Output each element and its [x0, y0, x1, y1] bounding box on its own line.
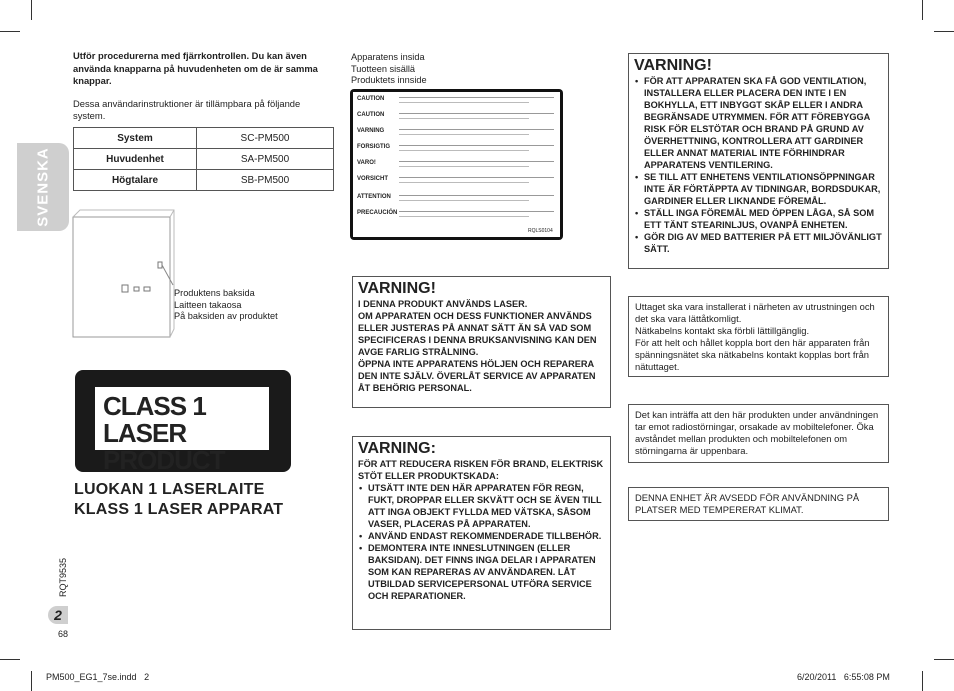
radio-info-box: Det kan inträffa att den här produkten under användningen tar emot radiostörningar, orsakade av mobiltelefoner. Öka avståndet mellan produkten och mobiltelefonen om störningarna är uppenbara. [628, 404, 889, 463]
document-code: RQT9535 [58, 557, 68, 597]
warning-list [634, 75, 883, 255]
warning-title: VARNING! [634, 57, 712, 74]
list-item: • UTSÄTT INTE DEN HÄR APPARATEN FÖR REGN, FUKT, DROPPAR ELLER SKVÄTT OCH SE ÄVEN TILL ATT INGA OBJEKT FYLLDA MED VÄTSKA, SÅSOM VASER, PLACERAS PÅ APPARATEN. [358, 482, 605, 530]
language-tab-label: SVENSKA [34, 147, 52, 227]
class1-label-inner [93, 385, 271, 475]
model-key: System [74, 128, 197, 149]
warning-title: VARNING: [358, 440, 436, 457]
page-sub-number: 68 [58, 629, 69, 639]
model-value: SB-PM500 [197, 170, 334, 191]
warning-laser-box [352, 276, 611, 408]
warning-line: ÖPPNA INTE APPARATENS HÖLJEN OCH REPARERA DEN INTE SJÄLV. ÖVERLÅT SERVICE AV APPARATEN ÅT BEHÖRIG PERSONAL. [358, 359, 596, 393]
language-tab [17, 143, 69, 231]
model-value: SA-PM500 [197, 149, 334, 170]
warning-fire-box [352, 436, 611, 630]
model-value: SC-PM500 [197, 128, 334, 149]
warning-line: OM APPARATEN OCH DESS FUNKTIONER ANVÄNDS ELLER JUSTERAS PÅ ANNAT SÄTT ÄN SÅ VAD SOM SPECIFICERAS I DENNA BRUKSANVISNING KAN DEN AVGE FARLIG STRÅLNING. [358, 311, 597, 357]
list-item: • FÖR ATT APPARATEN SKA FÅ GOD VENTILATION, INSTALLERA ELLER PLACERA DEN INTE I EN BOKHYLLA, ETT INBYGGT SKÅP ELLER I ANDRA BEGRÄNSADE UTRYMMEN. FÖR ATT FÖREBYGGA RISK FÖR ELSTÖTAR OCH BRAND PÅ GRUND AV ÖVERHETTNING, KONTROLLERA ATT GARDINER ELLER ANNAT MATERIAL INTE FÖRHINDRAR APPARATENS VENTILERING. [634, 75, 883, 171]
caption-line: Produktets innside [351, 75, 427, 85]
class1-line: LASER PRODUCT [103, 418, 225, 475]
table-row [74, 149, 334, 170]
sticker-word: FORSIGTIG [357, 144, 390, 150]
luokan-line: LUOKAN 1 LASERLAITE [74, 481, 265, 498]
list-item: • STÄLL INGA FÖREMÅL MED ÖPPEN LÅGA, SÅ SOM ETT TÄNT STEARINLJUS, OVANPÅ ENHETEN. [634, 207, 883, 231]
warning-ventilation-box [628, 53, 889, 269]
list-item: • GÖR DIG AV MED BATTERIER PÅ ETT MILJÖVÄNLIGT SÄTT. [634, 231, 883, 255]
warning-list [358, 482, 605, 602]
table-row [74, 170, 334, 191]
sticker-word: VARO! [357, 160, 376, 166]
table-row [74, 128, 334, 149]
caption-line: På baksiden av produktet [174, 311, 278, 321]
footer-filename: PM500_EG1_7se.indd 2 [46, 672, 150, 682]
model-key: Huvudenhet [74, 149, 197, 170]
class1-line: CLASS 1 [103, 391, 206, 421]
laser-class-heading [74, 480, 283, 520]
class1-laser-label [75, 370, 291, 475]
sticker-word: CAUTION [357, 96, 385, 102]
back-caption [174, 288, 278, 323]
sticker-word: VORSICHT [357, 176, 389, 182]
warning-line: I DENNA PRODUKT ANVÄNDS LASER. [358, 299, 528, 309]
list-item: • DEMONTERA INTE INNESLUTNINGEN (ELLER BAKSIDAN). DET FINNS INGA DELAR I APPARATEN SOM KAN REPARERAS AV ANVÄNDAREN. LÅT UTBILDAD SERVICEPERSONAL UTFÖRA SERVICE OCH REPARATIONER. [358, 542, 605, 602]
list-item: • ANVÄND ENDAST REKOMMENDERADE TILLBEHÖR. [358, 530, 605, 542]
climate-info-box: DENNA ENHET ÄR AVSEDD FÖR ANVÄNDNING PÅ PLATSER MED TEMPERERAT KLIMAT. [628, 487, 889, 521]
footer-timestamp: 6/20/2011 6:55:08 PM [797, 672, 890, 682]
sticker-word: ATTENTION [357, 194, 391, 200]
sticker-word: PRECAUCIÓN [357, 210, 398, 216]
device-back-illustration [70, 205, 175, 340]
intro-note: Dessa användarinstruktioner är tillämpbara på följande system. [73, 98, 301, 121]
outlet-info-box: Uttaget ska vara installerat i närheten av utrustningen och det ska vara lättåtkomligt. Nätkabelns kontakt ska förbli lättillgänglig. För att helt och hållet koppla bort den här apparaten från spänningsnätet ska nätkabelns kontakt kopplas bort från nätuttaget. [628, 296, 889, 377]
inside-caption [351, 52, 427, 87]
sticker-inner [353, 92, 560, 237]
list-item: • SE TILL ATT ENHETENS VENTILATIONSÖPPNINGAR INTE ÄR FÖRTÄPPTA AV TIDNINGAR, BORDSDUKAR, GARDINER ELLER LIKNANDE FÖREMÅL. [634, 171, 883, 207]
warning-title: VARNING! [358, 280, 436, 297]
warning-lead: FÖR ATT REDUCERA RISKEN FÖR BRAND, ELEKTRISK STÖT ELLER PRODUKTSKADA: [358, 459, 604, 481]
caption-line: Produktens baksida [174, 288, 255, 298]
page-number: 2 [48, 606, 68, 624]
model-key: Högtalare [74, 170, 197, 191]
sticker-word: CAUTION [357, 112, 385, 118]
luokan-line: KLASS 1 LASER APPARAT [74, 501, 284, 518]
caption-line: Apparatens insida [351, 52, 425, 62]
caption-line: Laitteen takaosa [174, 299, 242, 310]
caption-line: Tuotteen sisällä [351, 63, 416, 74]
models-table [73, 127, 334, 191]
sticker-word: VARNING [357, 128, 385, 134]
intro-text [73, 50, 335, 88]
sticker-code: RQLS0104 [528, 228, 553, 234]
intro-bold: Utför procedurerna med fjärrkontrollen. Du kan även använda knapparna på huvudenheten om de är samma knappar. [73, 50, 318, 86]
laser-warning-sticker [350, 89, 563, 240]
